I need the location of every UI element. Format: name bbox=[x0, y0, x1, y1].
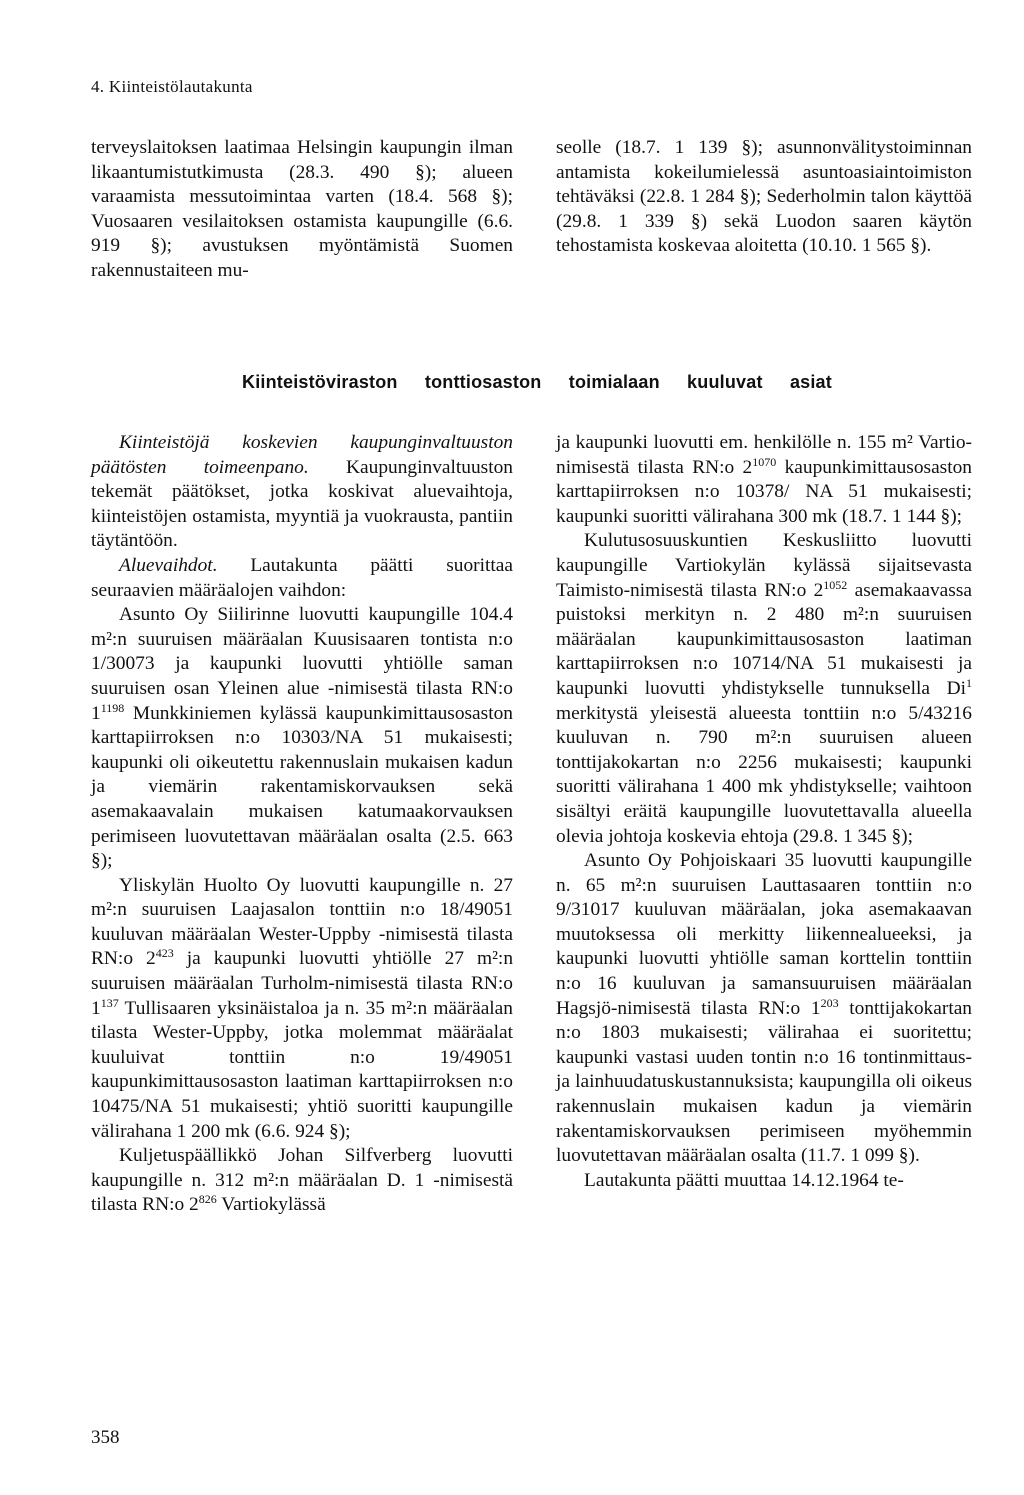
paragraph-text: kaupunkimittausosaston karttapiirroksen n:o 10378/ NA 51 mukaisesti; kaupunki suoritti välirahana 300 mk (18.7. 1 144 §); bbox=[556, 456, 973, 527]
superscript: 1198 bbox=[100, 700, 125, 715]
heading-word: kuuluvat bbox=[687, 372, 763, 392]
paragraph-text: Lautakunta päätti suorittaa seuraavien määräalojen vaihdon: bbox=[91, 554, 513, 601]
italic-lead: Aluevaihdot. bbox=[119, 554, 218, 576]
paragraph-text: Vartiokylässä bbox=[216, 1194, 326, 1216]
paragraph bbox=[91, 431, 513, 554]
paragraph-text: Tullisaaren yksinäistaloa ja n. 35 m²:n määräalan tilasta Wester-Uppby, jotka molemmat määräalat kuuluivat tonttiin n:o 19/49051 kaupunkimittausosaston laatiman karttapiirroksen n:o 10475/NA 51 mukaisesti; yhtiö suoritti kaupungille välirahana 1 200 mk (6.6. 924 §); bbox=[91, 997, 513, 1142]
heading-word: tonttiosaston bbox=[424, 372, 542, 392]
paragraph-text: Asunto Oy Siilirinne luovutti kaupungille 104.4 m²:n suuruisen määräalan Kuusisaaren tontista n:o 1/30073 ja kaupunki luovutti yhtiölle saman suuruisen osan Yleinen alue -nimisestä tilasta RN:o 1 bbox=[91, 604, 513, 724]
superscript: 1 bbox=[966, 675, 972, 690]
paragraph-text: merkitystä yleisestä alueesta tonttiin n:o 5/43216 kuuluvan n. 790 m²:n suuruisen alueen tonttijakokartan n:o 2256 mukaisesti; kaupunki suoritti välirahana 1 400 mk yhdistykselle; vaihtoon sisältyi eräitä kaupungille luovutettavalla alueella olevia johtoja koskevia ehtoja (29.8. 1 345 §); bbox=[556, 702, 972, 847]
paragraph: terveyslaitoksen laatimaa Helsingin kaupungin ilman likaantumistutkimusta (28.3. 490 §); alueen varaamista messutoimintaa varten (18.4. 568 §); Vuosaaren vesilaitoksen ostamista kaupungille (6.6. 919 §); avustuksen myöntämistä Suomen rakennustaiteen mu- bbox=[91, 137, 513, 281]
paragraph-text: ja kaupunki luovutti em. henkilölle n. 155 m² Vartio-nimisestä tilasta RN:o 2 bbox=[556, 432, 972, 478]
paragraph-text: asemakaavassa puistoksi merkityn n. 2 480 m²:n suuruisen määräalan kaupunkimittausosaston laatiman karttapiirroksen n:o 10714/NA 51 mukaisesti ja kaupunki luovutti yhdistykselle tunnuksella Di bbox=[556, 579, 972, 699]
paragraph bbox=[91, 603, 513, 874]
top-left-column bbox=[91, 136, 513, 284]
paragraph-text: ja kaupunki luovutti yhtiölle 27 m²:n suuruisen määräalan Turholm-nimisestä tilasta RN:o 1 bbox=[91, 948, 514, 1019]
paragraph-text: Munkkiniemen kylässä kaupunkimittausosaston karttapiirroksen n:o 10303/NA 51 mukaisesti; kaupunki oli oikeutettu rakennuslain mukaisen kadun ja viemärin rakentamiskorvauksen sekä asemakaavalain mukaisen katumaakorvauksen perimiseen luovutettavan määräalan osalta (2.5. 663 §); bbox=[91, 702, 513, 872]
superscript: 137 bbox=[100, 995, 119, 1010]
page-number: 358 bbox=[91, 1427, 120, 1448]
paragraph: seolle (18.7. 1 139 §); asunnonvälitystoiminnan antamista kokeilumielessä asuntoasiaintoimiston tehtäväksi (22.8. 1 284 §); Sederholmin talon käyttöä (29.8. 1 339 §) sekä Luodon saaren käytön tehostamista koskevaa aloitetta (10.10. 1 565 §). bbox=[556, 137, 972, 257]
paragraph-text: Kuljetuspäällikkö Johan Silfverberg luovutti kaupungille n. 312 m²:n määräalan D. 1 -nimisestä tilasta RN:o 2 bbox=[91, 1145, 513, 1216]
paragraph bbox=[556, 529, 972, 849]
paragraph-text: tonttijakokartan n:o 1803 mukaisesti; välirahaa ei suoritettu; kaupunki vastasi uuden tontin n:o 16 tontinmittaus- ja lainhuudatuskustannuksista; kaupungilla oli oikeus rakennuslain mukaisen kadun ja viemärin rakentamiskorvauksen perimiseen myöhemmin luovutettavan määräalan osalta (11.7. 1 099 §). bbox=[556, 997, 973, 1167]
top-right-column bbox=[556, 136, 972, 259]
superscript: 423 bbox=[155, 946, 174, 961]
paragraph bbox=[91, 554, 513, 603]
superscript: 826 bbox=[198, 1192, 217, 1207]
italic-lead: Kiinteistöjä koskevien kaupunginvaltuuston päätösten toimeenpano. bbox=[91, 432, 513, 478]
superscript: 1070 bbox=[752, 454, 777, 469]
running-header: 4. Kiinteistölautakunta bbox=[91, 77, 253, 96]
right-text-column bbox=[556, 431, 972, 1193]
heading-word: Kiinteistöviraston bbox=[242, 372, 398, 392]
paragraph-text: Asunto Oy Pohjoiskaari 35 luovutti kaupungille n. 65 m²:n suuruisen Lauttasaaren tonttiin n:o 9/31017 kuuluvan määräalan, joka asemakaavan muutoksessa oli merkitty liikennealueeksi, ja kaupunki luovutti yhtiölle saman korttelin tonttiin n:o 16 kuuluvan ja samansuuruisen määräalan Hagsjö-nimisestä tilasta RN:o 1 bbox=[556, 850, 972, 1019]
paragraph-text: Kaupunginvaltuuston tekemät päätökset, jotka koskivat aluevaihtoja, kiinteistöjen ostamista, myyntiä ja vuokrausta, pantiin täytäntöön. bbox=[91, 456, 514, 552]
left-text-column bbox=[91, 431, 513, 1218]
superscript: 203 bbox=[820, 995, 839, 1010]
heading-word: toimialaan bbox=[568, 372, 660, 392]
heading-word: asiat bbox=[789, 372, 832, 392]
paragraph: Lautakunta päätti muuttaa 14.12.1964 te- bbox=[584, 1169, 904, 1191]
section-heading bbox=[242, 372, 832, 393]
paragraph-text: Yliskylän Huolto Oy luovutti kaupungille n. 27 m²:n suuruisen Laajasalon tonttiin n:o 18/49051 kuuluvan määräalan Wester-Uppby -nimisestä tilasta RN:o 2 bbox=[91, 874, 513, 970]
paragraph bbox=[91, 1144, 513, 1218]
paragraph-text: Kulutusosuuskuntien Keskusliitto luovutti kaupungille Vartiokylän kylässä sijaitsevasta Taimisto-nimisestä tilasta RN:o 2 bbox=[556, 530, 972, 601]
superscript: 1052 bbox=[823, 577, 848, 592]
paragraph bbox=[91, 874, 513, 1145]
paragraph bbox=[556, 849, 972, 1169]
paragraph bbox=[556, 431, 972, 529]
